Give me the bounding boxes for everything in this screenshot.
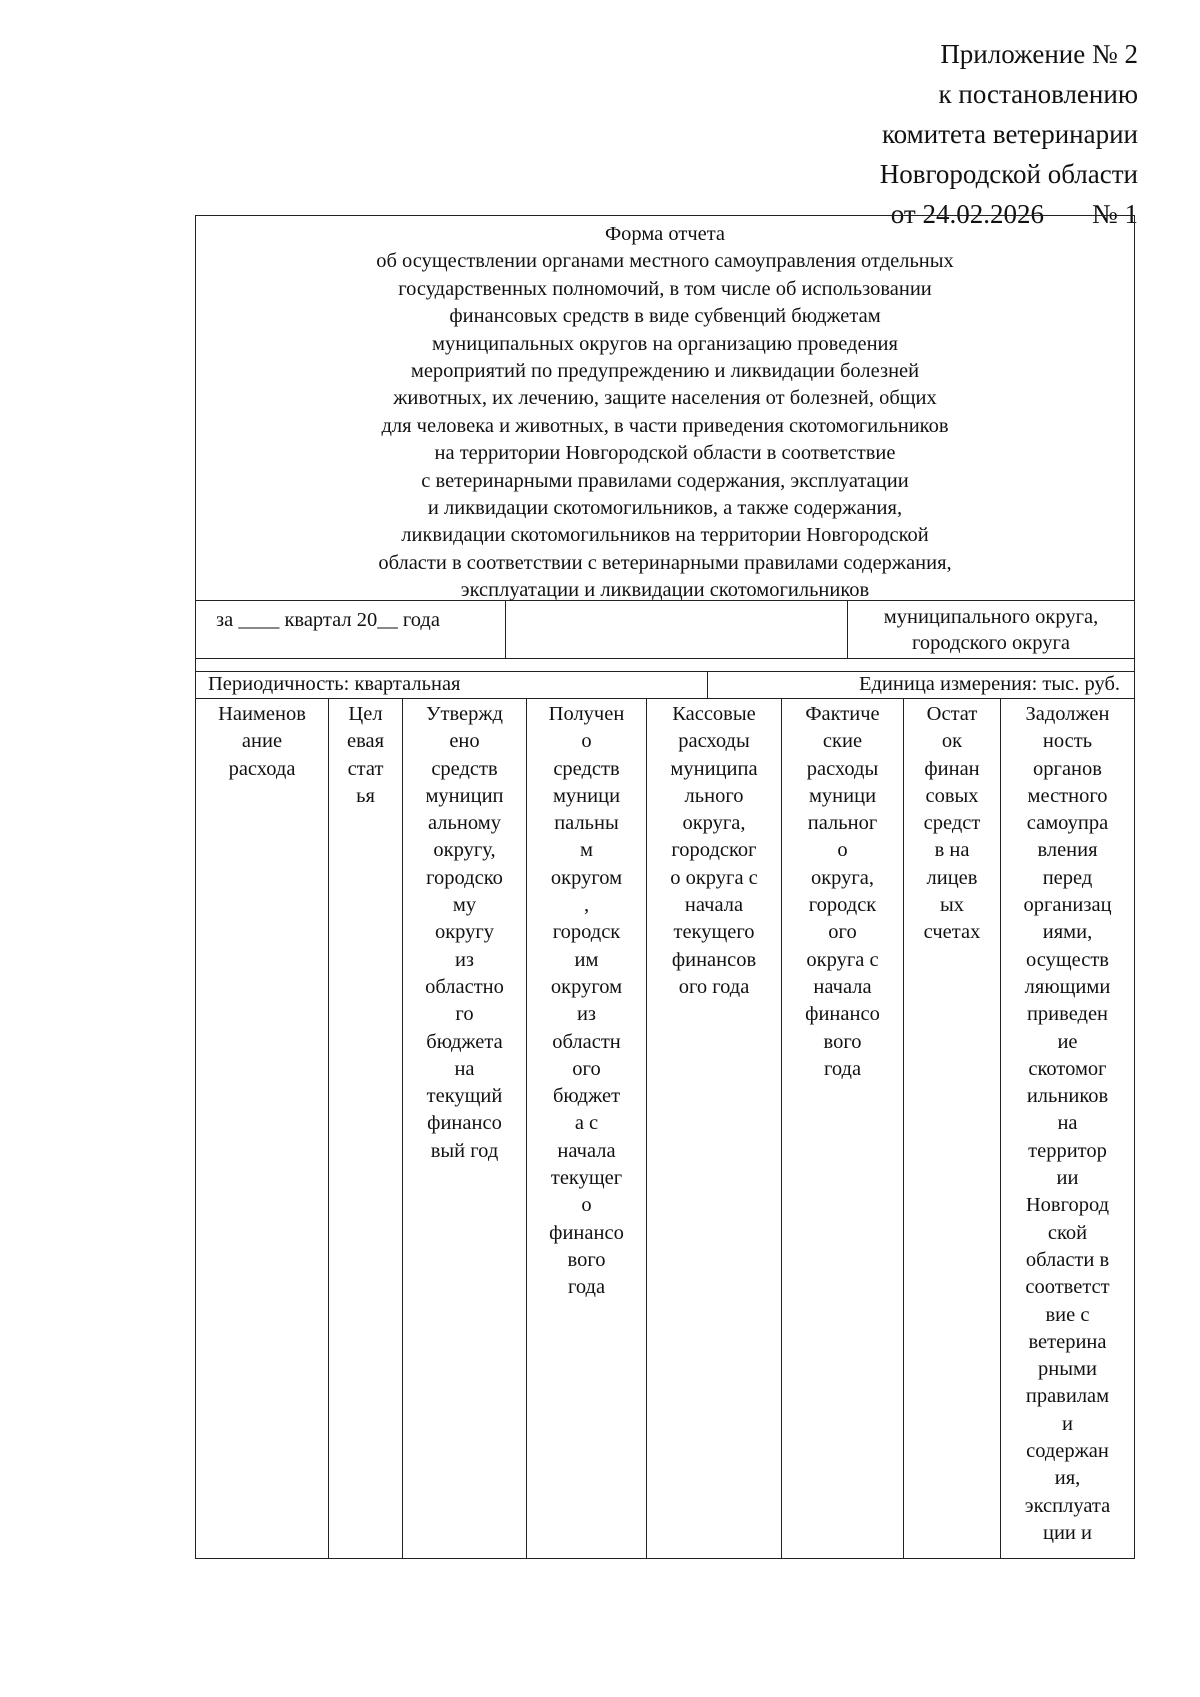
column-header-line: городск — [808, 894, 877, 917]
column-header-line: эксплуата — [1024, 1494, 1111, 1517]
title-line: эксплуатации и ликвидации скотомогильников — [460, 579, 870, 602]
column-header-line: местного — [1027, 784, 1108, 807]
column-header-line: ия, — [1054, 1467, 1081, 1490]
column-header-line: начала — [684, 894, 744, 917]
column-header-line: осуществ — [1026, 948, 1109, 971]
column-header-line: Кассовые — [672, 703, 756, 725]
title-line: об осуществлении органами местного самоуправления отдельных — [376, 250, 954, 273]
column-header-line: ых — [939, 894, 965, 917]
period-row — [195, 601, 1135, 659]
column-header-line: округу — [434, 921, 495, 944]
appendix-header — [778, 34, 1138, 234]
report-form-table — [195, 215, 1135, 1559]
column-header-line: ено — [449, 730, 480, 753]
column-header-line: вого — [823, 1030, 862, 1053]
column-header-line: на — [1057, 1112, 1078, 1135]
col-account-balance — [904, 699, 1001, 1558]
title-line: Форма отчета — [604, 223, 726, 245]
column-header-line: средств — [553, 757, 620, 780]
column-header-line: городског — [671, 839, 757, 862]
column-header-line: округу, — [433, 839, 496, 862]
column-header-line: иями, — [1042, 921, 1093, 944]
column-header-line: расхода — [228, 757, 296, 780]
column-header-line: вие с — [1045, 1303, 1090, 1326]
title-line: ликвидации скотомогильников на территории Новгородской — [401, 524, 929, 547]
column-header-line: года — [567, 1276, 606, 1299]
column-header-line: бюджет — [552, 1085, 621, 1108]
column-header-line: евая — [346, 730, 385, 753]
column-header-line: начала — [813, 975, 872, 998]
column-header-line: вый год — [430, 1139, 499, 1162]
column-header-line: расходы — [806, 757, 879, 780]
column-header-line: органов — [1033, 757, 1102, 780]
column-header-line: округом — [550, 975, 623, 998]
column-header-line: бюджета — [426, 1030, 503, 1053]
column-header-line: муниципа — [670, 757, 758, 780]
column-header-line: средст — [923, 812, 981, 835]
column-header-line: Наименов — [218, 703, 306, 725]
column-header-line: ание — [241, 730, 283, 753]
column-header-line: областн — [552, 1030, 621, 1053]
column-header-line: муници — [552, 784, 621, 807]
column-header-line: ья — [356, 784, 375, 807]
column-header-line: на — [454, 1057, 475, 1080]
column-header-line: округа с — [806, 948, 879, 971]
column-header-line: о — [837, 839, 848, 862]
okrug-name-field[interactable] — [506, 601, 848, 658]
column-header-line: и — [1062, 1412, 1073, 1435]
column-header-line: м — [580, 839, 593, 862]
column-header-line: муницип — [425, 784, 504, 807]
column-header-line: Утвержд — [426, 703, 503, 725]
column-header-line: му — [452, 894, 477, 917]
title-line: с ветеринарными правилами содержания, эксплуатации — [421, 469, 909, 492]
col-actual-expenses — [782, 699, 904, 1558]
column-header-line: соответст — [1025, 1276, 1110, 1299]
column-header-line: приведен — [1026, 1003, 1109, 1026]
col-expense-name — [196, 699, 329, 1558]
column-header-line: стат — [347, 757, 384, 780]
column-header-line: ого года — [678, 975, 750, 998]
column-header-line: Остат — [926, 703, 978, 725]
col-approved-funds — [403, 699, 527, 1558]
column-header-line: текущего — [673, 921, 755, 944]
column-header-line: текущий — [426, 1085, 503, 1108]
title-line: финансовых средств в виде субвенций бюджетам — [449, 305, 881, 328]
appendix-number: № 1 — [1091, 199, 1138, 229]
column-header-line: финансо — [427, 1112, 502, 1135]
units-row — [195, 671, 1135, 699]
column-header-line: округа, — [682, 812, 746, 835]
column-header-line: Фактиче — [805, 703, 880, 725]
column-header-line: округа, — [810, 866, 875, 889]
column-header-line: вления — [1037, 839, 1098, 862]
column-header-line: года — [823, 1057, 862, 1080]
spacer-row — [195, 659, 1135, 671]
okrug-label — [848, 601, 1134, 658]
column-header-line: совых — [925, 784, 979, 807]
column-header-line: го — [455, 1003, 474, 1026]
form-title-box — [195, 215, 1135, 601]
column-header-line: Получен — [548, 703, 625, 725]
column-header-line: о округа с — [670, 866, 758, 889]
column-header-line: ции и — [1042, 1521, 1092, 1544]
column-header-line: городско — [426, 866, 503, 889]
appendix-line-4: Новгородской области — [879, 159, 1138, 189]
title-line: области в соответствии с ветеринарными правилами содержания, — [378, 551, 952, 574]
column-header-line: , — [583, 894, 590, 917]
appendix-line-2: к постановлению — [938, 79, 1138, 109]
column-header-line: ок — [941, 730, 963, 753]
column-header-line: им — [574, 948, 599, 971]
title-line: муниципальных округов на организацию проведения — [432, 332, 898, 355]
column-header-line: областно — [425, 975, 504, 998]
column-header-line: ность — [1042, 730, 1093, 753]
column-header-line: ого — [572, 1057, 601, 1080]
column-header-line: самоупра — [1026, 812, 1109, 835]
column-header-line: ские — [822, 730, 863, 753]
okrug-label-line-2: городского округа — [912, 632, 1070, 654]
column-header-line: ветерина — [1028, 1330, 1107, 1353]
column-header-line: организац — [1023, 894, 1112, 917]
column-header-line: скотомог — [1028, 1057, 1107, 1080]
column-header-line: ии — [1056, 1167, 1079, 1190]
column-header-line: а с — [574, 1112, 599, 1135]
column-header-line: рными — [1038, 1358, 1097, 1381]
column-header-line: расходы — [678, 730, 750, 753]
column-header-line: муници — [808, 784, 877, 807]
title-line: на территории Новгородской области в соответствие — [434, 442, 896, 465]
column-header-line: финан — [924, 757, 980, 780]
column-header-line: ляющими — [1024, 975, 1111, 998]
column-header-line: из — [454, 948, 475, 971]
title-line: и ликвидации скотомогильников, а также содержания, — [427, 497, 903, 520]
appendix-line-1: Приложение № 2 — [940, 39, 1138, 69]
column-header-line: ого — [828, 921, 857, 944]
column-header-line: текущег — [550, 1167, 623, 1190]
title-line: государственных полномочий, в том числе об использовании — [398, 277, 932, 300]
column-header-line: альному — [428, 812, 501, 835]
column-header-line: Новгород — [1025, 1194, 1110, 1217]
col-target-article — [329, 699, 403, 1558]
column-header-line: ской — [1047, 1221, 1088, 1244]
column-header-line: округом — [550, 866, 623, 889]
quarter-label: за ____ квартал 20__ года — [196, 601, 506, 658]
column-header-line: финансо — [805, 1003, 880, 1026]
okrug-label-line-1: муниципального округа, — [883, 606, 1099, 628]
column-header-line: финансо — [549, 1221, 624, 1244]
column-header-line: территор — [1028, 1139, 1107, 1162]
column-header-line: ие — [1057, 1030, 1078, 1053]
column-header-line: из — [576, 1003, 597, 1026]
column-header-line: начала — [557, 1139, 616, 1162]
unit-label: Единица измерения: тыс. руб. — [858, 673, 1120, 695]
column-header-line: финансов — [671, 948, 757, 971]
column-header-line: содержан — [1026, 1440, 1109, 1463]
column-header-line: средств — [431, 757, 498, 780]
column-header-line: ильников — [1026, 1085, 1109, 1108]
column-header-line: городск — [552, 921, 621, 944]
column-header-line: перед — [1042, 866, 1093, 889]
column-header-line: пальног — [807, 812, 878, 835]
column-header-line: счетах — [923, 921, 981, 944]
col-cash-expenses — [647, 699, 782, 1558]
column-header-line: лицев — [926, 866, 978, 889]
appendix-date: от 24.02.2026 — [890, 199, 1044, 229]
periodicity-label: Периодичность: квартальная — [196, 672, 708, 698]
column-header-line: пальны — [554, 812, 619, 835]
column-header-line: области в — [1025, 1248, 1110, 1271]
column-header-line: Задолжен — [1025, 703, 1110, 725]
title-line: животных, их лечению, защите населения от болезней, общих — [393, 387, 937, 410]
column-header-line: о — [581, 1194, 592, 1217]
column-header-line: вого — [567, 1248, 606, 1271]
column-header-line: льного — [684, 784, 744, 807]
appendix-line-3: комитета ветеринарии — [881, 119, 1138, 149]
column-header-line: в на — [934, 839, 970, 862]
column-header-line: правилам — [1025, 1385, 1110, 1408]
title-line: для человека и животных, в части приведения скотомогильников — [381, 414, 949, 437]
column-headers — [195, 699, 1135, 1559]
column-header-line: Цел — [348, 703, 383, 725]
col-debt — [1001, 699, 1134, 1558]
title-line: мероприятий по предупреждению и ликвидации болезней — [410, 360, 920, 383]
col-received-funds — [527, 699, 647, 1558]
column-header-line: о — [581, 730, 592, 753]
